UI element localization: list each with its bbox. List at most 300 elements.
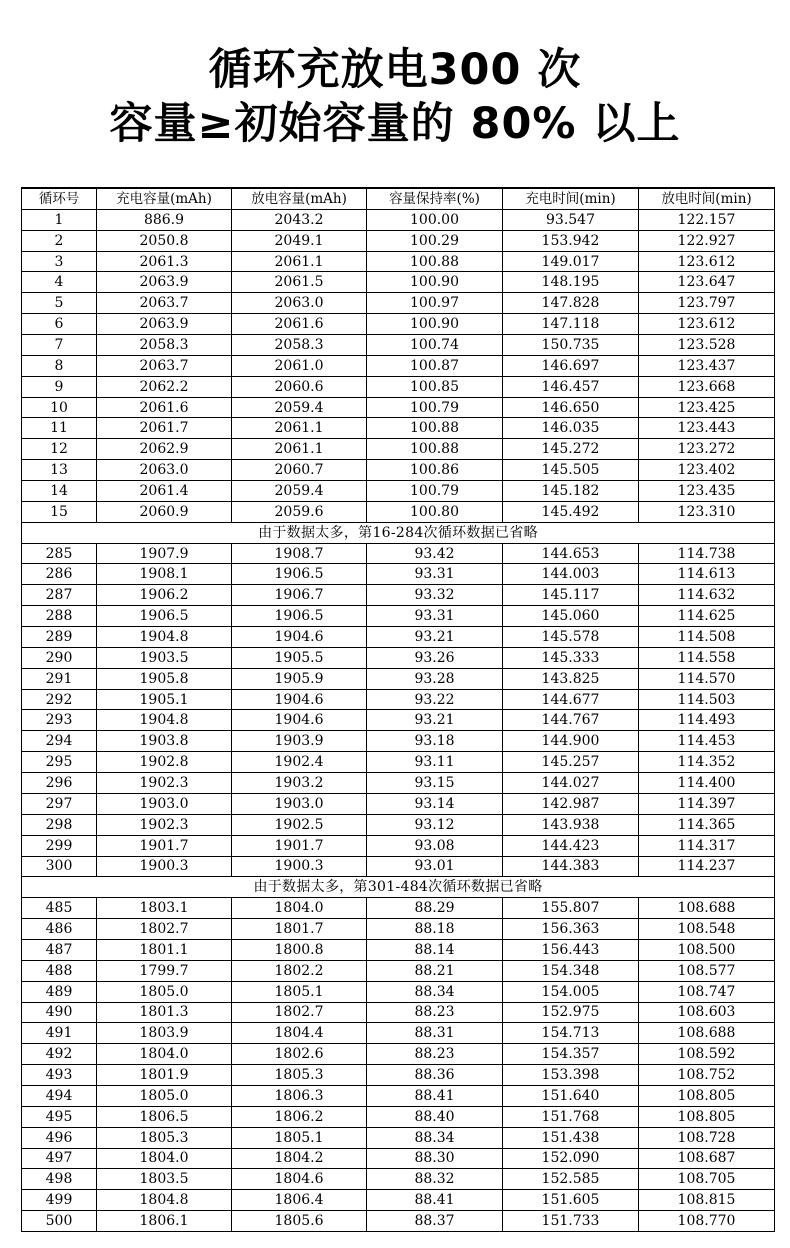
cell-discharge-capacity: 1806.4 — [232, 1190, 367, 1211]
cell-cycle-number: 293 — [22, 710, 97, 731]
cell-charge-capacity: 1801.9 — [97, 1065, 232, 1086]
cell-capacity-retention: 88.37 — [367, 1211, 503, 1232]
cell-charge-time: 147.828 — [503, 293, 639, 314]
cell-charge-time: 152.585 — [503, 1169, 639, 1190]
cell-discharge-capacity: 1908.7 — [232, 543, 367, 564]
cell-discharge-capacity: 1903.2 — [232, 773, 367, 794]
table-row — [22, 898, 775, 919]
cell-capacity-retention: 100.87 — [367, 355, 503, 376]
cell-charge-capacity: 2061.4 — [97, 481, 232, 502]
cell-discharge-time: 114.558 — [639, 647, 775, 668]
cell-capacity-retention: 88.29 — [367, 898, 503, 919]
cell-discharge-time: 122.927 — [639, 230, 775, 251]
cell-discharge-time: 123.402 — [639, 460, 775, 481]
table-row — [22, 585, 775, 606]
cell-discharge-capacity: 1902.5 — [232, 814, 367, 835]
cell-capacity-retention: 93.08 — [367, 835, 503, 856]
cell-charge-capacity: 2050.8 — [97, 230, 232, 251]
cell-charge-time: 154.713 — [503, 1023, 639, 1044]
cell-discharge-time: 123.612 — [639, 314, 775, 335]
cell-charge-time: 155.807 — [503, 898, 639, 919]
cell-cycle-number: 491 — [22, 1023, 97, 1044]
cell-cycle-number: 487 — [22, 939, 97, 960]
cell-discharge-capacity: 1905.9 — [232, 668, 367, 689]
table-row — [22, 1085, 775, 1106]
table-row — [22, 731, 775, 752]
cell-discharge-time: 114.503 — [639, 689, 775, 710]
cell-charge-time: 151.438 — [503, 1127, 639, 1148]
omitted-data-note-row — [22, 877, 775, 898]
cell-cycle-number: 10 — [22, 397, 97, 418]
table-row — [22, 752, 775, 773]
cell-charge-time: 152.975 — [503, 1002, 639, 1023]
cell-charge-capacity: 886.9 — [97, 209, 232, 230]
table-row — [22, 397, 775, 418]
cell-discharge-time: 108.688 — [639, 1023, 775, 1044]
cell-charge-capacity: 1806.5 — [97, 1106, 232, 1127]
cell-cycle-number: 488 — [22, 960, 97, 981]
cell-charge-time: 145.333 — [503, 647, 639, 668]
cell-capacity-retention: 93.28 — [367, 668, 503, 689]
page-title-line-1: 循环充放电300 次 — [208, 45, 582, 95]
cell-cycle-number: 285 — [22, 543, 97, 564]
cell-charge-time: 156.443 — [503, 939, 639, 960]
table-row — [22, 793, 775, 814]
cell-charge-time: 154.357 — [503, 1044, 639, 1065]
cell-charge-capacity: 2061.7 — [97, 418, 232, 439]
cell-charge-time: 146.697 — [503, 355, 639, 376]
cell-discharge-time: 114.397 — [639, 793, 775, 814]
cell-discharge-capacity: 2061.0 — [232, 355, 367, 376]
cell-discharge-time: 108.805 — [639, 1085, 775, 1106]
cell-charge-capacity: 1908.1 — [97, 564, 232, 585]
cell-cycle-number: 499 — [22, 1190, 97, 1211]
cell-cycle-number: 14 — [22, 481, 97, 502]
cell-discharge-capacity: 1802.6 — [232, 1044, 367, 1065]
table-row — [22, 1106, 775, 1127]
cell-capacity-retention: 88.36 — [367, 1065, 503, 1086]
cell-charge-capacity: 1805.0 — [97, 1085, 232, 1106]
cell-cycle-number: 498 — [22, 1169, 97, 1190]
cell-capacity-retention: 93.21 — [367, 710, 503, 731]
cell-cycle-number: 495 — [22, 1106, 97, 1127]
cell-charge-time: 151.733 — [503, 1211, 639, 1232]
cell-discharge-time: 114.508 — [639, 627, 775, 648]
table-row — [22, 543, 775, 564]
cell-discharge-time: 123.612 — [639, 251, 775, 272]
cell-cycle-number: 12 — [22, 439, 97, 460]
cell-charge-capacity: 1902.3 — [97, 773, 232, 794]
cell-discharge-time: 123.272 — [639, 439, 775, 460]
cell-charge-capacity: 2063.7 — [97, 293, 232, 314]
table-row — [22, 939, 775, 960]
cell-cycle-number: 289 — [22, 627, 97, 648]
cell-discharge-capacity: 1906.5 — [232, 606, 367, 627]
cell-charge-time: 149.017 — [503, 251, 639, 272]
cell-capacity-retention: 93.01 — [367, 856, 503, 877]
cell-charge-capacity: 2061.6 — [97, 397, 232, 418]
cell-cycle-number: 11 — [22, 418, 97, 439]
cell-charge-capacity: 2058.3 — [97, 335, 232, 356]
omitted-data-note: 由于数据太多，第301-484次循环数据已省略 — [22, 877, 775, 898]
cell-cycle-number: 3 — [22, 251, 97, 272]
cell-charge-time: 144.383 — [503, 856, 639, 877]
cell-charge-time: 145.505 — [503, 460, 639, 481]
cell-charge-time: 145.117 — [503, 585, 639, 606]
table-row — [22, 1065, 775, 1086]
cell-charge-time: 143.825 — [503, 668, 639, 689]
cell-capacity-retention: 88.41 — [367, 1085, 503, 1106]
cell-discharge-capacity: 1806.3 — [232, 1085, 367, 1106]
cell-capacity-retention: 100.29 — [367, 230, 503, 251]
header-cycle-number: 循环号 — [22, 188, 97, 209]
cell-discharge-capacity: 1802.7 — [232, 1002, 367, 1023]
cell-cycle-number: 490 — [22, 1002, 97, 1023]
cell-capacity-retention: 88.34 — [367, 981, 503, 1002]
cell-cycle-number: 295 — [22, 752, 97, 773]
cell-discharge-capacity: 2061.5 — [232, 272, 367, 293]
cell-cycle-number: 290 — [22, 647, 97, 668]
cell-capacity-retention: 100.74 — [367, 335, 503, 356]
table-row — [22, 335, 775, 356]
table-row — [22, 668, 775, 689]
cell-discharge-capacity: 2060.6 — [232, 376, 367, 397]
cell-cycle-number: 1 — [22, 209, 97, 230]
table-row — [22, 230, 775, 251]
cell-discharge-capacity: 1805.1 — [232, 981, 367, 1002]
cell-charge-capacity: 1906.2 — [97, 585, 232, 606]
cell-charge-time: 151.640 — [503, 1085, 639, 1106]
cell-cycle-number: 13 — [22, 460, 97, 481]
cell-discharge-time: 123.437 — [639, 355, 775, 376]
cell-capacity-retention: 100.79 — [367, 397, 503, 418]
omitted-data-note: 由于数据太多，第16-284次循环数据已省略 — [22, 522, 775, 543]
cell-charge-time: 144.027 — [503, 773, 639, 794]
cell-charge-capacity: 1903.8 — [97, 731, 232, 752]
cell-discharge-time: 123.797 — [639, 293, 775, 314]
cell-charge-time: 153.942 — [503, 230, 639, 251]
cell-capacity-retention: 100.88 — [367, 251, 503, 272]
cell-capacity-retention: 93.14 — [367, 793, 503, 814]
cell-discharge-time: 114.317 — [639, 835, 775, 856]
table-row — [22, 1211, 775, 1232]
cell-charge-capacity: 2062.2 — [97, 376, 232, 397]
cell-charge-capacity: 1907.9 — [97, 543, 232, 564]
cell-discharge-capacity: 2059.4 — [232, 481, 367, 502]
cell-discharge-time: 108.770 — [639, 1211, 775, 1232]
table-row — [22, 981, 775, 1002]
cell-cycle-number: 494 — [22, 1085, 97, 1106]
cell-discharge-time: 114.365 — [639, 814, 775, 835]
cell-discharge-time: 108.548 — [639, 919, 775, 940]
table-row — [22, 1044, 775, 1065]
cell-charge-capacity: 1903.5 — [97, 647, 232, 668]
cell-charge-capacity: 2061.3 — [97, 251, 232, 272]
cell-capacity-retention: 93.12 — [367, 814, 503, 835]
cell-discharge-time: 114.237 — [639, 856, 775, 877]
cell-charge-capacity: 2063.9 — [97, 314, 232, 335]
table-row — [22, 209, 775, 230]
cell-cycle-number: 296 — [22, 773, 97, 794]
table-row — [22, 1023, 775, 1044]
cell-charge-capacity: 1905.1 — [97, 689, 232, 710]
cell-discharge-time: 108.577 — [639, 960, 775, 981]
table-row — [22, 460, 775, 481]
cell-discharge-time: 114.352 — [639, 752, 775, 773]
cell-charge-time: 144.003 — [503, 564, 639, 585]
cell-charge-time: 156.363 — [503, 919, 639, 940]
cell-discharge-capacity: 1900.3 — [232, 856, 367, 877]
cell-charge-time: 148.195 — [503, 272, 639, 293]
cell-discharge-capacity: 1904.6 — [232, 710, 367, 731]
cell-capacity-retention: 93.15 — [367, 773, 503, 794]
table-row — [22, 376, 775, 397]
table-row — [22, 835, 775, 856]
cell-capacity-retention: 100.88 — [367, 418, 503, 439]
cell-charge-capacity: 1804.8 — [97, 1190, 232, 1211]
table-row — [22, 439, 775, 460]
cell-discharge-time: 123.310 — [639, 501, 775, 522]
cell-charge-capacity: 2060.9 — [97, 501, 232, 522]
cell-charge-capacity: 1903.0 — [97, 793, 232, 814]
cell-charge-time: 145.272 — [503, 439, 639, 460]
cell-capacity-retention: 100.80 — [367, 501, 503, 522]
cell-charge-capacity: 1806.1 — [97, 1211, 232, 1232]
cell-charge-capacity: 2063.0 — [97, 460, 232, 481]
cell-discharge-capacity: 2061.1 — [232, 418, 367, 439]
header-discharge-capacity: 放电容量(mAh) — [232, 188, 367, 209]
cell-capacity-retention: 93.18 — [367, 731, 503, 752]
table-row — [22, 856, 775, 877]
cell-cycle-number: 500 — [22, 1211, 97, 1232]
cell-cycle-number: 6 — [22, 314, 97, 335]
cell-charge-time: 150.735 — [503, 335, 639, 356]
header-charge-time: 充电时间(min) — [503, 188, 639, 209]
cell-capacity-retention: 93.26 — [367, 647, 503, 668]
table-row — [22, 919, 775, 940]
cell-charge-time: 142.987 — [503, 793, 639, 814]
cell-cycle-number: 4 — [22, 272, 97, 293]
table-row — [22, 418, 775, 439]
cell-charge-time: 146.650 — [503, 397, 639, 418]
cell-cycle-number: 15 — [22, 501, 97, 522]
cycle-data-table — [21, 187, 775, 1232]
cell-cycle-number: 291 — [22, 668, 97, 689]
cell-discharge-time: 108.815 — [639, 1190, 775, 1211]
cell-charge-time: 151.768 — [503, 1106, 639, 1127]
cell-discharge-capacity: 1806.2 — [232, 1106, 367, 1127]
table-row — [22, 501, 775, 522]
cell-charge-capacity: 1902.3 — [97, 814, 232, 835]
cell-capacity-retention: 88.30 — [367, 1148, 503, 1169]
cell-discharge-time: 114.400 — [639, 773, 775, 794]
cell-charge-time: 145.492 — [503, 501, 639, 522]
cell-discharge-time: 123.425 — [639, 397, 775, 418]
cell-discharge-time: 108.603 — [639, 1002, 775, 1023]
cell-discharge-capacity: 2058.3 — [232, 335, 367, 356]
cell-charge-capacity: 2062.9 — [97, 439, 232, 460]
cell-capacity-retention: 88.40 — [367, 1106, 503, 1127]
cell-discharge-time: 108.805 — [639, 1106, 775, 1127]
cell-discharge-capacity: 1805.1 — [232, 1127, 367, 1148]
cell-cycle-number: 486 — [22, 919, 97, 940]
cell-capacity-retention: 93.42 — [367, 543, 503, 564]
cell-discharge-capacity: 1802.2 — [232, 960, 367, 981]
cell-discharge-time: 123.443 — [639, 418, 775, 439]
table-row — [22, 272, 775, 293]
cell-cycle-number: 292 — [22, 689, 97, 710]
cell-capacity-retention: 88.18 — [367, 919, 503, 940]
cell-discharge-capacity: 2061.1 — [232, 251, 367, 272]
cell-charge-capacity: 1801.1 — [97, 939, 232, 960]
table-row — [22, 710, 775, 731]
header-capacity-retention: 容量保持率(%) — [367, 188, 503, 209]
cell-discharge-time: 114.453 — [639, 731, 775, 752]
cell-charge-capacity: 1805.3 — [97, 1127, 232, 1148]
cell-discharge-capacity: 2059.4 — [232, 397, 367, 418]
table-row — [22, 647, 775, 668]
cell-cycle-number: 300 — [22, 856, 97, 877]
cell-capacity-retention: 88.41 — [367, 1190, 503, 1211]
table-row — [22, 960, 775, 981]
table-row — [22, 606, 775, 627]
cell-discharge-time: 108.687 — [639, 1148, 775, 1169]
cell-discharge-capacity: 2043.2 — [232, 209, 367, 230]
cell-charge-time: 144.423 — [503, 835, 639, 856]
cell-charge-capacity: 1803.1 — [97, 898, 232, 919]
table-row — [22, 1127, 775, 1148]
table-row — [22, 314, 775, 335]
cell-discharge-time: 122.157 — [639, 209, 775, 230]
cell-capacity-retention: 88.32 — [367, 1169, 503, 1190]
cell-discharge-capacity: 1906.5 — [232, 564, 367, 585]
cell-charge-capacity: 1801.3 — [97, 1002, 232, 1023]
omitted-data-note-row — [22, 522, 775, 543]
cell-capacity-retention: 88.34 — [367, 1127, 503, 1148]
cell-charge-time: 154.348 — [503, 960, 639, 981]
table-row — [22, 1148, 775, 1169]
cell-capacity-retention: 100.90 — [367, 314, 503, 335]
cell-discharge-capacity: 1901.7 — [232, 835, 367, 856]
cell-charge-capacity: 1901.7 — [97, 835, 232, 856]
cell-discharge-capacity: 1801.7 — [232, 919, 367, 940]
table-row — [22, 251, 775, 272]
cell-capacity-retention: 93.31 — [367, 564, 503, 585]
cell-charge-time: 146.457 — [503, 376, 639, 397]
cell-discharge-time: 123.668 — [639, 376, 775, 397]
cell-discharge-time: 108.500 — [639, 939, 775, 960]
cell-discharge-capacity: 2059.6 — [232, 501, 367, 522]
cell-charge-time: 145.182 — [503, 481, 639, 502]
cell-charge-capacity: 1803.5 — [97, 1169, 232, 1190]
cell-discharge-time: 114.493 — [639, 710, 775, 731]
cell-discharge-time: 108.592 — [639, 1044, 775, 1065]
cell-charge-time: 154.005 — [503, 981, 639, 1002]
cell-discharge-capacity: 1904.6 — [232, 689, 367, 710]
cell-discharge-capacity: 1804.4 — [232, 1023, 367, 1044]
header-charge-capacity: 充电容量(mAh) — [97, 188, 232, 209]
cell-discharge-time: 108.747 — [639, 981, 775, 1002]
cell-charge-time: 152.090 — [503, 1148, 639, 1169]
cell-capacity-retention: 93.11 — [367, 752, 503, 773]
cell-capacity-retention: 88.14 — [367, 939, 503, 960]
table-row — [22, 355, 775, 376]
cell-capacity-retention: 93.21 — [367, 627, 503, 648]
cell-charge-capacity: 2063.9 — [97, 272, 232, 293]
cell-cycle-number: 294 — [22, 731, 97, 752]
cell-charge-time: 144.653 — [503, 543, 639, 564]
cell-discharge-capacity: 1903.9 — [232, 731, 367, 752]
cell-cycle-number: 5 — [22, 293, 97, 314]
table-header-row — [22, 188, 775, 209]
cell-charge-time: 143.938 — [503, 814, 639, 835]
cell-discharge-time: 108.728 — [639, 1127, 775, 1148]
cell-capacity-retention: 93.22 — [367, 689, 503, 710]
table-row — [22, 814, 775, 835]
cell-discharge-time: 123.647 — [639, 272, 775, 293]
cell-discharge-time: 114.738 — [639, 543, 775, 564]
table-row — [22, 564, 775, 585]
cell-discharge-time: 123.528 — [639, 335, 775, 356]
cell-charge-time: 144.767 — [503, 710, 639, 731]
cell-capacity-retention: 100.85 — [367, 376, 503, 397]
cell-cycle-number: 9 — [22, 376, 97, 397]
cell-cycle-number: 497 — [22, 1148, 97, 1169]
cell-cycle-number: 492 — [22, 1044, 97, 1065]
cell-charge-time: 93.547 — [503, 209, 639, 230]
cell-charge-capacity: 1804.0 — [97, 1044, 232, 1065]
cell-charge-capacity: 1906.5 — [97, 606, 232, 627]
cell-charge-time: 146.035 — [503, 418, 639, 439]
cell-discharge-time: 114.570 — [639, 668, 775, 689]
cell-discharge-time: 108.688 — [639, 898, 775, 919]
table-row — [22, 773, 775, 794]
cell-charge-capacity: 1805.0 — [97, 981, 232, 1002]
cell-discharge-capacity: 1904.6 — [232, 627, 367, 648]
cell-charge-time: 144.900 — [503, 731, 639, 752]
cell-charge-time: 145.578 — [503, 627, 639, 648]
cell-charge-time: 151.605 — [503, 1190, 639, 1211]
cell-charge-capacity: 1799.7 — [97, 960, 232, 981]
cell-discharge-time: 123.435 — [639, 481, 775, 502]
cell-charge-capacity: 1802.7 — [97, 919, 232, 940]
cell-discharge-capacity: 1906.7 — [232, 585, 367, 606]
table-row — [22, 689, 775, 710]
cell-discharge-capacity: 1905.5 — [232, 647, 367, 668]
cell-cycle-number: 8 — [22, 355, 97, 376]
table-row — [22, 1002, 775, 1023]
cell-capacity-retention: 100.00 — [367, 209, 503, 230]
cell-discharge-capacity: 1805.3 — [232, 1065, 367, 1086]
cell-charge-time: 153.398 — [503, 1065, 639, 1086]
cell-discharge-capacity: 1805.6 — [232, 1211, 367, 1232]
cell-cycle-number: 286 — [22, 564, 97, 585]
cell-discharge-capacity: 2063.0 — [232, 293, 367, 314]
cell-charge-capacity: 1904.8 — [97, 627, 232, 648]
cell-discharge-capacity: 2060.7 — [232, 460, 367, 481]
cell-capacity-retention: 88.23 — [367, 1044, 503, 1065]
header-discharge-time: 放电时间(min) — [639, 188, 775, 209]
table-row — [22, 627, 775, 648]
cell-capacity-retention: 100.86 — [367, 460, 503, 481]
table-body — [22, 209, 775, 1231]
cell-charge-capacity: 1803.9 — [97, 1023, 232, 1044]
cell-discharge-capacity: 2061.6 — [232, 314, 367, 335]
cell-charge-time: 145.060 — [503, 606, 639, 627]
cell-capacity-retention: 100.79 — [367, 481, 503, 502]
cell-capacity-retention: 93.31 — [367, 606, 503, 627]
cell-cycle-number: 287 — [22, 585, 97, 606]
